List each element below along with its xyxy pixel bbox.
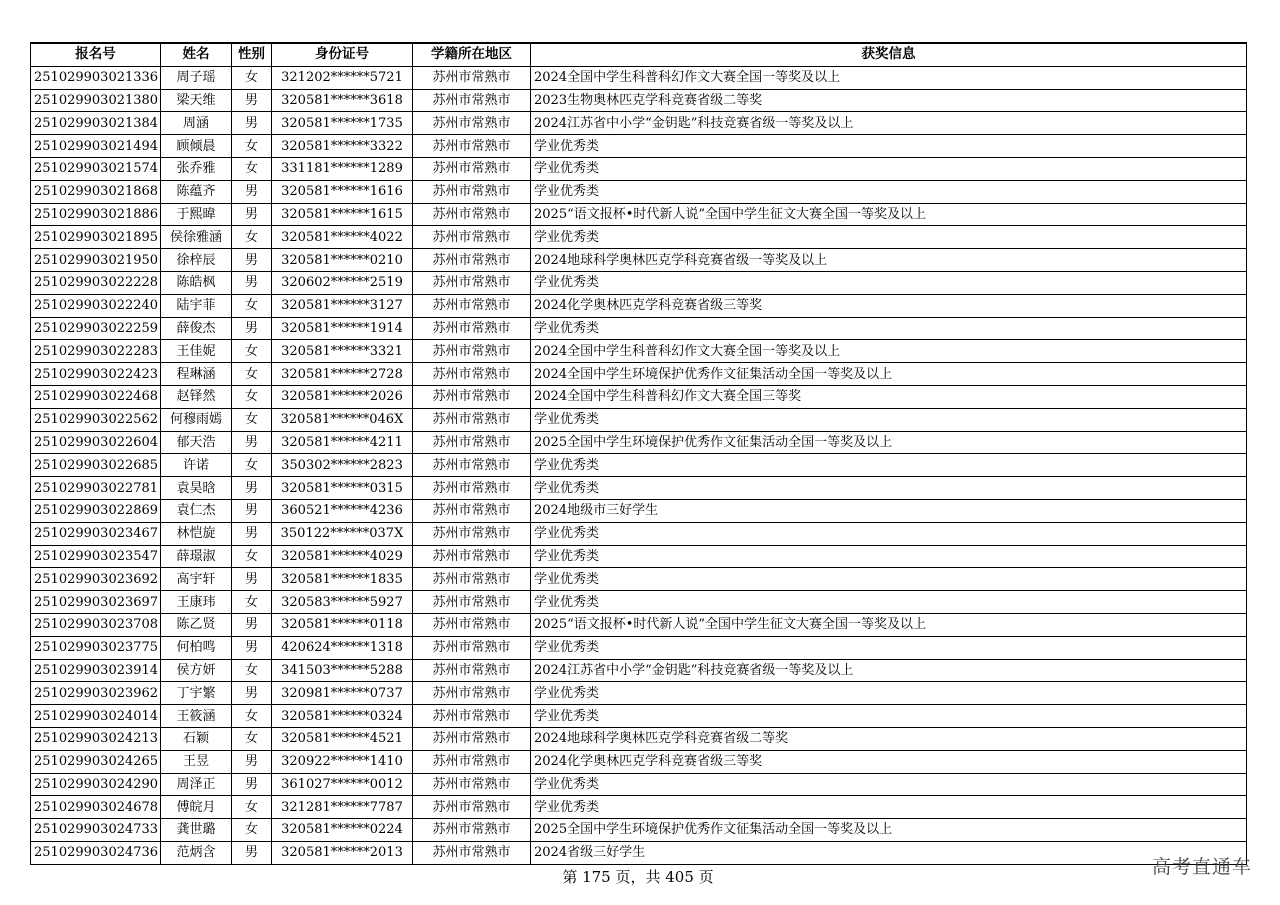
table-row: [31, 271, 1247, 294]
cell-registration-number: 251029903024290: [31, 773, 161, 796]
cell-region: 苏州市常熟市: [413, 727, 531, 750]
cell-region: 苏州市常熟市: [413, 750, 531, 773]
cell-gender: 男: [232, 499, 272, 522]
cell-id-card: 320581******046X: [272, 408, 413, 431]
cell-id-card: 320581******1615: [272, 203, 413, 226]
cell-region: 苏州市常熟市: [413, 363, 531, 386]
cell-name: 郁天浩: [161, 431, 232, 454]
cell-region: 苏州市常熟市: [413, 568, 531, 591]
table-row: [31, 317, 1247, 340]
cell-award: 2025全国中学生环境保护优秀作文征集活动全国一等奖及以上: [531, 431, 1247, 454]
cell-award: 2024全国中学生环境保护优秀作文征集活动全国一等奖及以上: [531, 363, 1247, 386]
cell-gender: 男: [232, 613, 272, 636]
cell-name: 范炳含: [161, 841, 232, 864]
cell-name: 何穆雨嫣: [161, 408, 232, 431]
cell-region: 苏州市常熟市: [413, 431, 531, 454]
cell-id-card: 321281******7787: [272, 796, 413, 819]
cell-gender: 男: [232, 522, 272, 545]
cell-region: 苏州市常熟市: [413, 385, 531, 408]
table-row: [31, 157, 1247, 180]
cell-registration-number: 251029903021868: [31, 180, 161, 203]
cell-gender: 男: [232, 841, 272, 864]
table-row: [31, 363, 1247, 386]
cell-registration-number: 251029903024265: [31, 750, 161, 773]
cell-region: 苏州市常熟市: [413, 408, 531, 431]
cell-registration-number: 251029903023962: [31, 682, 161, 705]
cell-name: 傅皖月: [161, 796, 232, 819]
cell-id-card: 320581******3127: [272, 294, 413, 317]
cell-registration-number: 251029903023467: [31, 522, 161, 545]
cell-id-card: 320581******1735: [272, 112, 413, 135]
cell-name: 王佳妮: [161, 340, 232, 363]
cell-gender: 女: [232, 545, 272, 568]
cell-region: 苏州市常熟市: [413, 545, 531, 568]
cell-name: 于熙暐: [161, 203, 232, 226]
cell-name: 徐梓辰: [161, 249, 232, 272]
cell-name: 王昱: [161, 750, 232, 773]
cell-gender: 女: [232, 363, 272, 386]
table-body: [31, 66, 1247, 864]
cell-region: 苏州市常熟市: [413, 340, 531, 363]
cell-name: 王筱涵: [161, 705, 232, 728]
cell-registration-number: 251029903023692: [31, 568, 161, 591]
cell-id-card: 320581******1914: [272, 317, 413, 340]
cell-name: 丁宇繁: [161, 682, 232, 705]
cell-id-card: 320922******1410: [272, 750, 413, 773]
cell-name: 侯方妍: [161, 659, 232, 682]
cell-region: 苏州市常熟市: [413, 180, 531, 203]
cell-award: 学业优秀类: [531, 477, 1247, 500]
cell-region: 苏州市常熟市: [413, 271, 531, 294]
cell-id-card: 320581******4211: [272, 431, 413, 454]
cell-registration-number: 251029903022562: [31, 408, 161, 431]
table-row: [31, 66, 1247, 89]
cell-award: 2024化学奥林匹克学科竞赛省级三等奖: [531, 294, 1247, 317]
cell-gender: 女: [232, 659, 272, 682]
cell-award: 学业优秀类: [531, 226, 1247, 249]
cell-award: 2024全国中学生科普科幻作文大赛全国三等奖: [531, 385, 1247, 408]
cell-award: 学业优秀类: [531, 135, 1247, 158]
cell-id-card: 320581******3618: [272, 89, 413, 112]
cell-gender: 女: [232, 135, 272, 158]
cell-name: 程琳涵: [161, 363, 232, 386]
cell-id-card: 320581******3321: [272, 340, 413, 363]
cell-award: 学业优秀类: [531, 317, 1247, 340]
cell-region: 苏州市常熟市: [413, 317, 531, 340]
table-row: [31, 841, 1247, 864]
cell-region: 苏州市常熟市: [413, 203, 531, 226]
table-row: [31, 682, 1247, 705]
cell-registration-number: 251029903021895: [31, 226, 161, 249]
cell-registration-number: 251029903022423: [31, 363, 161, 386]
cell-gender: 女: [232, 294, 272, 317]
table-row: [31, 613, 1247, 636]
cell-gender: 男: [232, 203, 272, 226]
table-row: [31, 226, 1247, 249]
cell-gender: 女: [232, 157, 272, 180]
cell-registration-number: 251029903023708: [31, 613, 161, 636]
cell-gender: 女: [232, 385, 272, 408]
cell-id-card: 320581******0118: [272, 613, 413, 636]
cell-region: 苏州市常熟市: [413, 112, 531, 135]
table-row: [31, 180, 1247, 203]
cell-id-card: 331181******1289: [272, 157, 413, 180]
cell-gender: 女: [232, 727, 272, 750]
cell-award: 2024省级三好学生: [531, 841, 1247, 864]
cell-region: 苏州市常熟市: [413, 796, 531, 819]
cell-name: 薛璟淑: [161, 545, 232, 568]
cell-award: 学业优秀类: [531, 636, 1247, 659]
table-row: [31, 819, 1247, 842]
table-row: [31, 773, 1247, 796]
cell-id-card: 320581******0210: [272, 249, 413, 272]
cell-award: 2025“语文报杯•时代新人说”全国中学生征文大赛全国一等奖及以上: [531, 613, 1247, 636]
cell-gender: 男: [232, 750, 272, 773]
header-name: 姓名: [161, 43, 232, 66]
header-gender: 性别: [232, 43, 272, 66]
cell-region: 苏州市常熟市: [413, 294, 531, 317]
cell-award: 学业优秀类: [531, 408, 1247, 431]
cell-registration-number: 251029903021886: [31, 203, 161, 226]
cell-region: 苏州市常熟市: [413, 89, 531, 112]
cell-gender: 男: [232, 431, 272, 454]
cell-id-card: 320581******0224: [272, 819, 413, 842]
cell-award: 学业优秀类: [531, 796, 1247, 819]
table-row: [31, 294, 1247, 317]
cell-registration-number: 251029903021950: [31, 249, 161, 272]
cell-gender: 男: [232, 249, 272, 272]
cell-gender: 男: [232, 271, 272, 294]
cell-region: 苏州市常熟市: [413, 226, 531, 249]
table-row: [31, 727, 1247, 750]
cell-award: 学业优秀类: [531, 545, 1247, 568]
cell-registration-number: 251029903021494: [31, 135, 161, 158]
cell-registration-number: 251029903023547: [31, 545, 161, 568]
cell-registration-number: 251029903022228: [31, 271, 161, 294]
cell-id-card: 320581******3322: [272, 135, 413, 158]
cell-name: 赵铎然: [161, 385, 232, 408]
cell-region: 苏州市常熟市: [413, 135, 531, 158]
cell-award: 2024江苏省中小学“金钥匙”科技竞赛省级一等奖及以上: [531, 112, 1247, 135]
cell-gender: 女: [232, 340, 272, 363]
cell-region: 苏州市常熟市: [413, 477, 531, 500]
cell-award: 学业优秀类: [531, 522, 1247, 545]
cell-registration-number: 251029903021380: [31, 89, 161, 112]
cell-name: 龚世璐: [161, 819, 232, 842]
cell-gender: 男: [232, 180, 272, 203]
cell-registration-number: 251029903021574: [31, 157, 161, 180]
cell-id-card: 320583******5927: [272, 591, 413, 614]
cell-id-card: 420624******1318: [272, 636, 413, 659]
cell-id-card: 320602******2519: [272, 271, 413, 294]
cell-region: 苏州市常熟市: [413, 522, 531, 545]
cell-name: 陆宇菲: [161, 294, 232, 317]
cell-award: 学业优秀类: [531, 454, 1247, 477]
cell-region: 苏州市常熟市: [413, 659, 531, 682]
cell-award: 2024全国中学生科普科幻作文大赛全国一等奖及以上: [531, 340, 1247, 363]
cell-region: 苏州市常熟市: [413, 705, 531, 728]
header-region: 学籍所在地区: [413, 43, 531, 66]
table-row: [31, 545, 1247, 568]
cell-registration-number: 251029903022604: [31, 431, 161, 454]
cell-award: 2024江苏省中小学“金钥匙”科技竞赛省级一等奖及以上: [531, 659, 1247, 682]
cell-registration-number: 251029903021336: [31, 66, 161, 89]
cell-gender: 女: [232, 226, 272, 249]
cell-region: 苏州市常熟市: [413, 636, 531, 659]
cell-award: 2025“语文报杯•时代新人说”全国中学生征文大赛全国一等奖及以上: [531, 203, 1247, 226]
cell-gender: 女: [232, 819, 272, 842]
cell-registration-number: 251029903022468: [31, 385, 161, 408]
watermark-text: 高考直通车: [1151, 856, 1252, 878]
cell-award: 学业优秀类: [531, 591, 1247, 614]
table-row: [31, 135, 1247, 158]
cell-id-card: 350122******037X: [272, 522, 413, 545]
cell-award: 学业优秀类: [531, 568, 1247, 591]
cell-gender: 男: [232, 317, 272, 340]
cell-name: 石颖: [161, 727, 232, 750]
cell-registration-number: 251029903022283: [31, 340, 161, 363]
cell-gender: 男: [232, 568, 272, 591]
roster-table: [30, 42, 1247, 865]
cell-gender: 女: [232, 408, 272, 431]
cell-id-card: 320581******2013: [272, 841, 413, 864]
cell-award: 2024地球科学奥林匹克学科竞赛省级二等奖: [531, 727, 1247, 750]
cell-name: 顾倾晨: [161, 135, 232, 158]
cell-id-card: 320581******2728: [272, 363, 413, 386]
cell-name: 梁天维: [161, 89, 232, 112]
cell-region: 苏州市常熟市: [413, 682, 531, 705]
cell-gender: 女: [232, 796, 272, 819]
cell-id-card: 320581******4022: [272, 226, 413, 249]
cell-name: 王康玮: [161, 591, 232, 614]
table-row: [31, 568, 1247, 591]
cell-gender: 男: [232, 636, 272, 659]
table-row: [31, 340, 1247, 363]
cell-name: 陈乙贤: [161, 613, 232, 636]
page-number: 第 175 页，共 405 页: [562, 868, 714, 886]
cell-gender: 女: [232, 454, 272, 477]
cell-name: 薛俊杰: [161, 317, 232, 340]
cell-gender: 女: [232, 66, 272, 89]
cell-name: 袁昊晗: [161, 477, 232, 500]
cell-name: 高宇轩: [161, 568, 232, 591]
cell-award: 学业优秀类: [531, 682, 1247, 705]
table-row: [31, 408, 1247, 431]
cell-gender: 男: [232, 682, 272, 705]
cell-award: 学业优秀类: [531, 773, 1247, 796]
cell-id-card: 320581******4029: [272, 545, 413, 568]
cell-name: 周泽正: [161, 773, 232, 796]
cell-award: 学业优秀类: [531, 705, 1247, 728]
cell-gender: 男: [232, 112, 272, 135]
cell-region: 苏州市常熟市: [413, 454, 531, 477]
cell-id-card: 361027******0012: [272, 773, 413, 796]
cell-name: 周子瑶: [161, 66, 232, 89]
cell-gender: 女: [232, 591, 272, 614]
cell-id-card: 320581******1616: [272, 180, 413, 203]
cell-id-card: 320981******0737: [272, 682, 413, 705]
header-id-card: 身份证号: [272, 43, 413, 66]
cell-registration-number: 251029903024014: [31, 705, 161, 728]
cell-name: 周涵: [161, 112, 232, 135]
table-row: [31, 477, 1247, 500]
cell-gender: 女: [232, 705, 272, 728]
table-row: [31, 636, 1247, 659]
cell-gender: 男: [232, 477, 272, 500]
table-row: [31, 431, 1247, 454]
cell-registration-number: 251029903024736: [31, 841, 161, 864]
cell-id-card: 320581******0324: [272, 705, 413, 728]
cell-award: 2023生物奥林匹克学科竞赛省级二等奖: [531, 89, 1247, 112]
cell-region: 苏州市常熟市: [413, 819, 531, 842]
table-row: [31, 249, 1247, 272]
cell-name: 何柏鸣: [161, 636, 232, 659]
cell-award: 学业优秀类: [531, 180, 1247, 203]
cell-award: 2024地球科学奥林匹克学科竞赛省级一等奖及以上: [531, 249, 1247, 272]
cell-gender: 男: [232, 89, 272, 112]
cell-award: 2024地级市三好学生: [531, 499, 1247, 522]
cell-registration-number: 251029903023914: [31, 659, 161, 682]
cell-award: 2024全国中学生科普科幻作文大赛全国一等奖及以上: [531, 66, 1247, 89]
table-row: [31, 659, 1247, 682]
cell-name: 陈蕴齐: [161, 180, 232, 203]
cell-registration-number: 251029903022240: [31, 294, 161, 317]
cell-registration-number: 251029903022259: [31, 317, 161, 340]
table-row: [31, 89, 1247, 112]
cell-registration-number: 251029903024733: [31, 819, 161, 842]
table-row: [31, 112, 1247, 135]
table-header-row: [31, 43, 1247, 66]
cell-region: 苏州市常熟市: [413, 499, 531, 522]
cell-award: 2024化学奥林匹克学科竞赛省级三等奖: [531, 750, 1247, 773]
cell-name: 侯徐雅涵: [161, 226, 232, 249]
cell-registration-number: 251029903024213: [31, 727, 161, 750]
cell-region: 苏州市常熟市: [413, 249, 531, 272]
cell-registration-number: 251029903022869: [31, 499, 161, 522]
header-registration-number: 报名号: [31, 43, 161, 66]
cell-id-card: 321202******5721: [272, 66, 413, 89]
table-row: [31, 203, 1247, 226]
cell-region: 苏州市常熟市: [413, 613, 531, 636]
cell-id-card: 360521******4236: [272, 499, 413, 522]
cell-region: 苏州市常熟市: [413, 841, 531, 864]
cell-award: 学业优秀类: [531, 157, 1247, 180]
cell-name: 袁仁杰: [161, 499, 232, 522]
cell-registration-number: 251029903022781: [31, 477, 161, 500]
cell-award: 2025全国中学生环境保护优秀作文征集活动全国一等奖及以上: [531, 819, 1247, 842]
cell-id-card: 320581******4521: [272, 727, 413, 750]
cell-registration-number: 251029903022685: [31, 454, 161, 477]
table-row: [31, 750, 1247, 773]
cell-name: 林恺旋: [161, 522, 232, 545]
table-row: [31, 499, 1247, 522]
cell-registration-number: 251029903024678: [31, 796, 161, 819]
cell-registration-number: 251029903021384: [31, 112, 161, 135]
cell-id-card: 320581******2026: [272, 385, 413, 408]
table-row: [31, 454, 1247, 477]
table-row: [31, 796, 1247, 819]
cell-name: 张乔雅: [161, 157, 232, 180]
cell-gender: 男: [232, 773, 272, 796]
cell-registration-number: 251029903023775: [31, 636, 161, 659]
cell-id-card: 320581******0315: [272, 477, 413, 500]
cell-id-card: 341503******5288: [272, 659, 413, 682]
cell-name: 陈皓枫: [161, 271, 232, 294]
cell-region: 苏州市常熟市: [413, 66, 531, 89]
cell-registration-number: 251029903023697: [31, 591, 161, 614]
table-row: [31, 522, 1247, 545]
cell-award: 学业优秀类: [531, 271, 1247, 294]
header-award: 获奖信息: [531, 43, 1247, 66]
table-row: [31, 385, 1247, 408]
cell-id-card: 350302******2823: [272, 454, 413, 477]
cell-name: 许诺: [161, 454, 232, 477]
table-row: [31, 591, 1247, 614]
cell-region: 苏州市常熟市: [413, 591, 531, 614]
cell-region: 苏州市常熟市: [413, 157, 531, 180]
cell-region: 苏州市常熟市: [413, 773, 531, 796]
cell-id-card: 320581******1835: [272, 568, 413, 591]
table-row: [31, 705, 1247, 728]
